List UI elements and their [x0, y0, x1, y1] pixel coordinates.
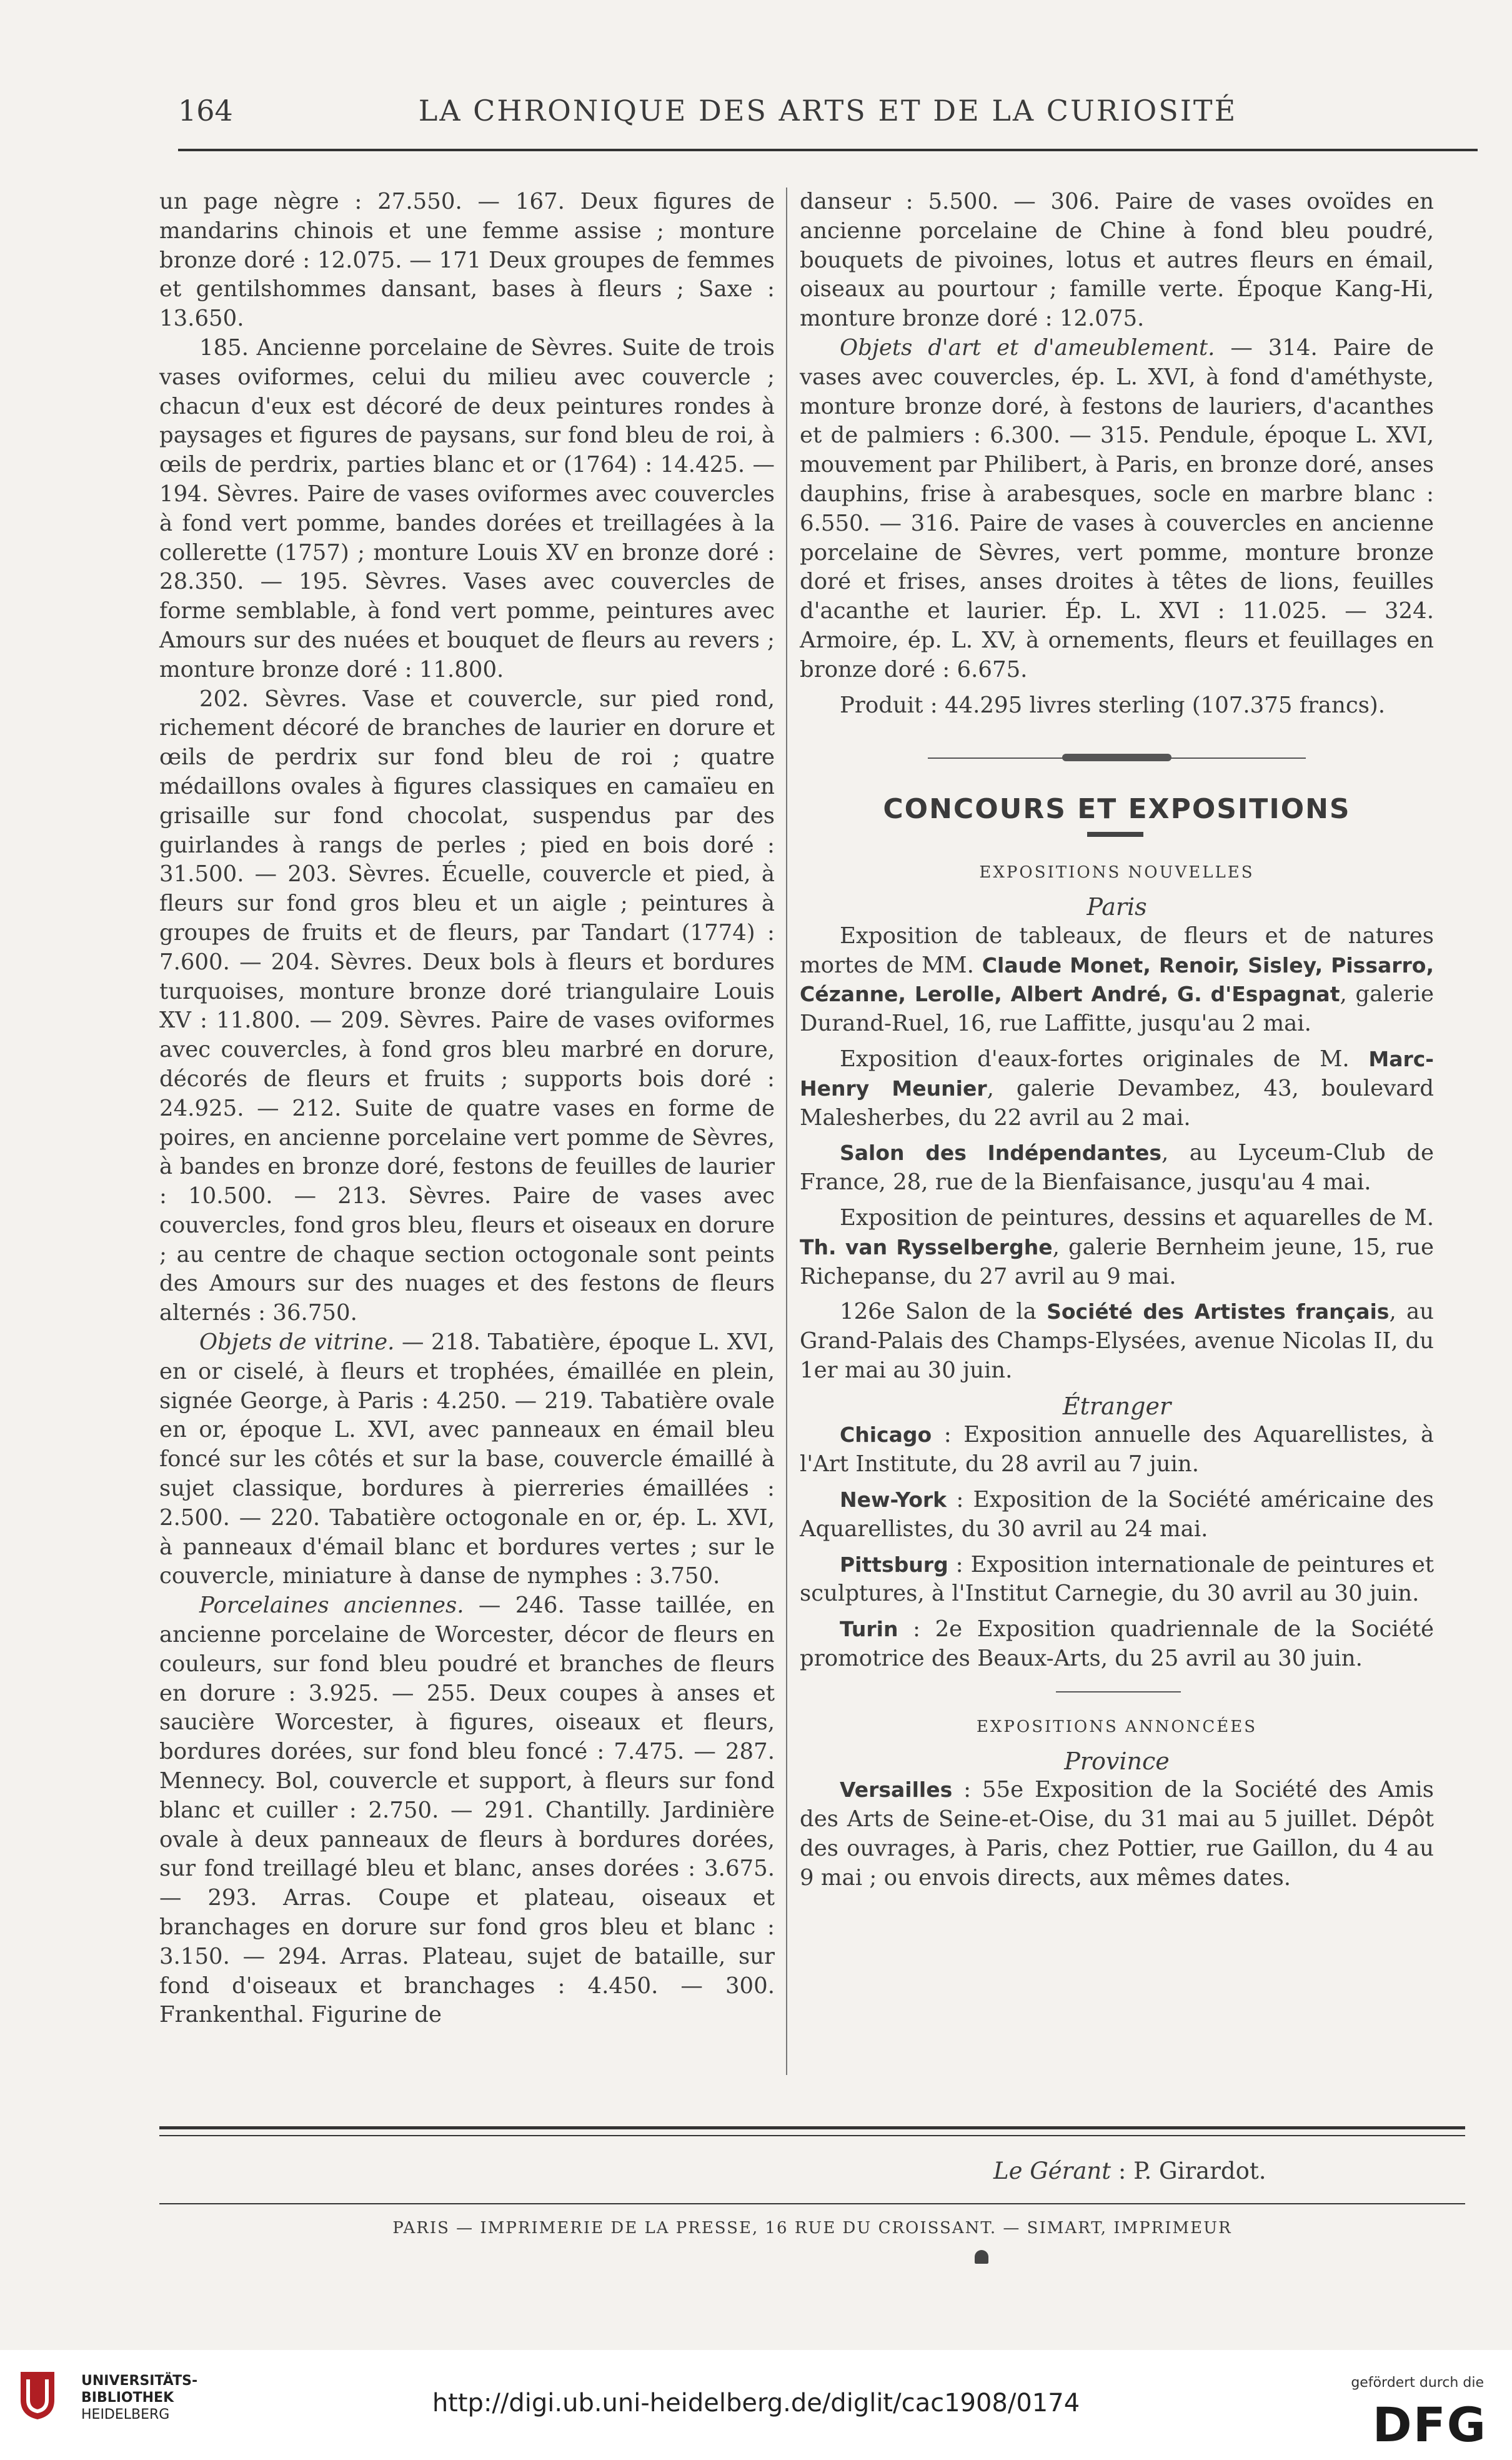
printer-imprint: PARIS — IMPRIMERIE DE LA PRESSE, 16 RUE DU CROISSANT. — SIMART, IMPRIMEUR	[392, 2219, 1232, 2238]
entry-text: Exposition d'eaux-fortes originales de M.	[840, 1046, 1369, 1072]
imprint-rule	[159, 2203, 1465, 2204]
exhibition-entry	[800, 1045, 1434, 1132]
sale-paragraph-5	[159, 1591, 775, 2030]
right-column	[800, 188, 1434, 1893]
place-heading-paris: Paris	[1087, 892, 1147, 921]
left-column	[159, 188, 775, 2030]
entry-text: Exposition de tableaux, de fleurs et de natures mortes de MM.	[800, 922, 1434, 978]
exhibition-name: Salon des Indépendantes	[840, 1141, 1161, 1166]
sale-paragraph-4	[159, 1328, 775, 1591]
exhibition-entry	[800, 1776, 1434, 1892]
entry-text: Exposition de peintures, dessins et aquarelles de M.	[840, 1204, 1434, 1231]
city-name: Pittsburg	[840, 1552, 948, 1577]
exhibition-entry	[800, 1551, 1434, 1609]
exhibition-entry	[800, 922, 1434, 1039]
city-name: Versailles	[840, 1778, 953, 1802]
column-divider	[786, 188, 787, 2075]
library-name-line: HEIDELBERG	[81, 2407, 170, 2422]
place-heading-province: Province	[1064, 1747, 1170, 1775]
entry-text: , galerie Bernheim jeune, 15, rue Richepanse, du 27 avril au 9 mai.	[800, 1234, 1434, 1289]
signature-line	[993, 2158, 1266, 2184]
entry-text: : 2e Exposition quadriennale de la Société promotrice des Beaux-Arts, du 25 avril au 30 juin.	[800, 1616, 1434, 1672]
sale-paragraph-6: danseur : 5.500. — 306. Paire de vases ovoïdes en ancienne porcelaine de Chine à fond bleu poudré, bouquets de pivoines, lotus et autres fleurs en émail, oiseaux au pourtour ; famille verte. Époque Kang-Hi, monture bronze doré : 12.075.	[800, 189, 1434, 332]
society-name: Société des Artistes français	[1047, 1299, 1390, 1324]
digitization-footer	[0, 2350, 1512, 2460]
section-heading-porcelaines: Porcelaines anciennes.	[199, 1592, 464, 1619]
entry-text: , galerie Durand-Ruel, 16, rue Laffitte, jusqu'au 2 mai.	[800, 981, 1435, 1037]
sale-total: Produit : 44.295 livres sterling (107.375 francs).	[840, 692, 1386, 718]
city-name: Chicago	[840, 1422, 932, 1448]
footer-rule-thin	[159, 2135, 1465, 2136]
library-name-line: UNIVERSITÄTS-	[81, 2373, 198, 2389]
exhibition-entry	[800, 1615, 1434, 1674]
section-title: CONCOURS ET EXPOSITIONS	[883, 793, 1351, 826]
entry-text: : 55e Exposition de la Société des Amis des Arts de Seine-et-Oise, du 31 mai au 5 juillet. Dépôt des ouvrages, à Paris, chez Pottier, rue Gaillon, du 4 au 9 mai ; ou envois directs, aux mêmes dates.	[800, 1777, 1434, 1891]
entry-text: : Exposition annuelle des Aquarellistes, à l'Art Institute, du 28 avril au 7 juin.	[800, 1422, 1434, 1478]
entry-text: , au Lyceum-Club de France, 28, rue de la Bienfaisance, jusqu'au 4 mai.	[800, 1140, 1434, 1196]
ornament-divider	[800, 745, 1434, 770]
sale-paragraph-1: un page nègre : 27.550. — 167. Deux figures de mandarins chinois et une femme assise ; monture bronze doré : 12.075. — 171 Deux groupes de femmes et gentilshommes dansant, bases à fleurs ; Saxe : 13.650.	[159, 189, 775, 332]
permalink-url[interactable]: http://digi.ub.uni-heidelberg.de/diglit/cac1908/0174	[432, 2389, 1080, 2418]
entry-text: , au Grand-Palais des Champs-Elysées, avenue Nicolas II, du 1er mai au 30 juin.	[800, 1299, 1434, 1383]
paragraph-text: — 218. Tabatière, époque L. XVI, en or ciselé, à fleurs et trophées, émaillée en plein, signée George, à Paris : 4.250. — 219. Tabatière ovale en or, époque L. XVI, avec panneaux en émail bleu foncé sur les côtés et sur la base, couvercle émaillé à sujet classique, bordures à pierreries émaillées : 2.500. — 220. Tabatière octogonale en or, ép. L. XVI, à panneaux d'émail blanc et bordures vertes ; sur le couvercle, miniature à danse de nymphes : 3.750.	[159, 1329, 775, 1589]
exhibition-entry	[800, 1204, 1434, 1291]
printer-mark-icon	[975, 2250, 988, 2264]
exhibition-entry	[800, 1421, 1434, 1479]
exhibition-entry	[800, 1486, 1434, 1544]
subsection-announced-exhibitions: EXPOSITIONS ANNONCÉES	[976, 1717, 1258, 1736]
signature-name: P. Girardot.	[1133, 2158, 1266, 2184]
artist-names: Marc-Henry Meunier	[800, 1046, 1434, 1101]
section-heading-ameublement: Objets d'art et d'ameublement.	[840, 334, 1215, 361]
page-header	[178, 94, 1478, 144]
header-rule	[178, 149, 1478, 151]
entry-text: 126e Salon de la	[840, 1299, 1047, 1325]
exhibition-entry	[800, 1298, 1434, 1385]
signature-label: Le Gérant	[993, 2158, 1112, 2184]
short-rule	[800, 1682, 1434, 1701]
subsection-new-exhibitions: EXPOSITIONS NOUVELLES	[979, 863, 1255, 882]
entry-text: , galerie Devambez, 43, boulevard Malesherbes, du 22 avril au 2 mai.	[800, 1075, 1434, 1131]
sale-paragraph-3: 202. Sèvres. Vase et couvercle, sur pied rond, richement décoré de branches de laurier en dorure et œils de perdrix sur fond bleu de roi ; quatre médaillons ovales à figures classiques en camaïeu en grisaille sur fond chocolat, suspendus par des guirlandes à rangs de perles ; pied en bois doré : 31.500. — 203. Sèvres. Écuelle, couvercle et pied, à fleurs sur fond gros bleu et un aigle ; peintures à groupes de fruits et de fleurs, par Tandart (1774) : 7.600. — 204. Sèvres. Deux bols à fleurs et bordures turquoises, monture bronze doré triangulaire Louis XV : 11.800. — 209. Sèvres. Paire de vases oviformes avec couvercles, à fond gros bleu marbré en dorure, décorés de fleurs et fruits ; supports bois doré : 24.925. — 212. Suite de quatre vases en forme de poires, en ancienne porcelaine vert pomme de Sèvres, à bandes en bronze doré, festons de feuilles de laurier : 10.500. — 213. Sèvres. Paire de vases avec couvercles, fond gros bleu, fleurs et oiseaux en dorure ; au centre de chaque section octogonale sont peints des Amours sur des nuages et des festons de fleurs alternés : 36.750.	[159, 686, 775, 1326]
place-heading-etranger: Étranger	[1062, 1392, 1171, 1420]
paragraph-text: — 246. Tasse taillée, en ancienne porcelaine de Worcester, décor de fleurs en couleurs, sur fond bleu poudré et branches de fleurs en dorure : 3.925. — 255. Deux coupes à anses et saucière Worcester, à figures, oiseaux et fleurs, bordures dorées, sur fond bleu foncé : 7.475. — 287. Mennecy. Bol, couvercle et support, à fleurs sur fond blanc et cuiller : 2.750. — 291. Chantilly. Jardinière ovale à deux panneaux de fleurs à bordures dorées, sur fond treillagé bleu et blanc, anses dorées : 3.675. — 293. Arras. Coupe et plateau, oiseaux et branchages en dorure sur fond gros bleu et blanc : 3.150. — 294. Arras. Plateau, sujet de bataille, sur fond d'oiseaux et branchages : 4.450. — 300. Frankenthal. Figurine de	[159, 1592, 775, 2028]
page-number: 164	[178, 94, 233, 128]
running-title: LA CHRONIQUE DES ARTS ET DE LA CURIOSITÉ	[418, 94, 1238, 128]
title-dash	[800, 824, 1434, 843]
signature-sep: :	[1111, 2158, 1134, 2184]
paragraph-text: — 314. Paire de vases avec couvercles, ép. L. XVI, à fond d'améthyste, monture bronze doré, à festons de lauriers, d'acanthes et de palmiers : 6.300. — 315. Pendule, époque L. XVI, mouvement par Philibert, à Paris, en bronze doré, anses dauphins, frise à arabesques, socle en marbre blanc : 6.550. — 316. Paire de vases à couvercles en ancienne porcelaine de Sèvres, vert pomme, monture bronze doré et frises, anses droites à têtes de lions, feuilles d'acanthe et laurier. Ép. L. XVI : 11.025. — 324. Armoire, ép. L. XV, à ornements, fleurs et feuillages en bronze doré : 6.675.	[800, 334, 1434, 682]
library-name-line: BIBLIOTHEK	[81, 2390, 174, 2406]
city-name: New-York	[840, 1488, 947, 1512]
entry-text: : Exposition de la Société américaine des Aquarellistes, du 30 avril au 24 mai.	[800, 1487, 1434, 1542]
dfg-logo: DFG	[1372, 2397, 1487, 2452]
entry-text: : Exposition internationale de peintures et sculptures, à l'Institut Carnegie, du 30 avril au 30 juin.	[800, 1551, 1434, 1607]
artist-names: Th. van Rysselberghe	[800, 1234, 1053, 1259]
exhibition-entry	[800, 1139, 1434, 1198]
funding-caption: gefördert durch die	[1351, 2375, 1484, 2391]
sale-paragraph-7	[800, 334, 1434, 685]
footer-rule-thick	[159, 2126, 1465, 2129]
artist-names: Claude Monet, Renoir, Sisley, Pissarro, Cézanne, Lerolle, Albert André, G. d'Espagnat	[800, 952, 1434, 1007]
city-name: Turin	[840, 1617, 898, 1642]
sale-paragraph-2: 185. Ancienne porcelaine de Sèvres. Suite de trois vases oviformes, celui du milieu avec couvercle ; chacun d'eux est décoré de deux peintures rondes à paysages et figures de paysans, sur fond bleu de roi, à œils de perdrix, parties blanc et or (1764) : 14.425. — 194. Sèvres. Paire de vases oviformes avec couvercles à fond vert pomme, bandes dorées et treillagées à la collerette (1757) ; monture Louis XV en bronze doré : 28.350. — 195. Sèvres. Vases avec couvercles de forme semblable, à fond vert pomme, peintures avec Amours sur des nuées et bouquet de fleurs au revers ; monture bronze doré : 11.800.	[159, 334, 775, 682]
section-heading-vitrine: Objets de vitrine.	[199, 1329, 395, 1356]
